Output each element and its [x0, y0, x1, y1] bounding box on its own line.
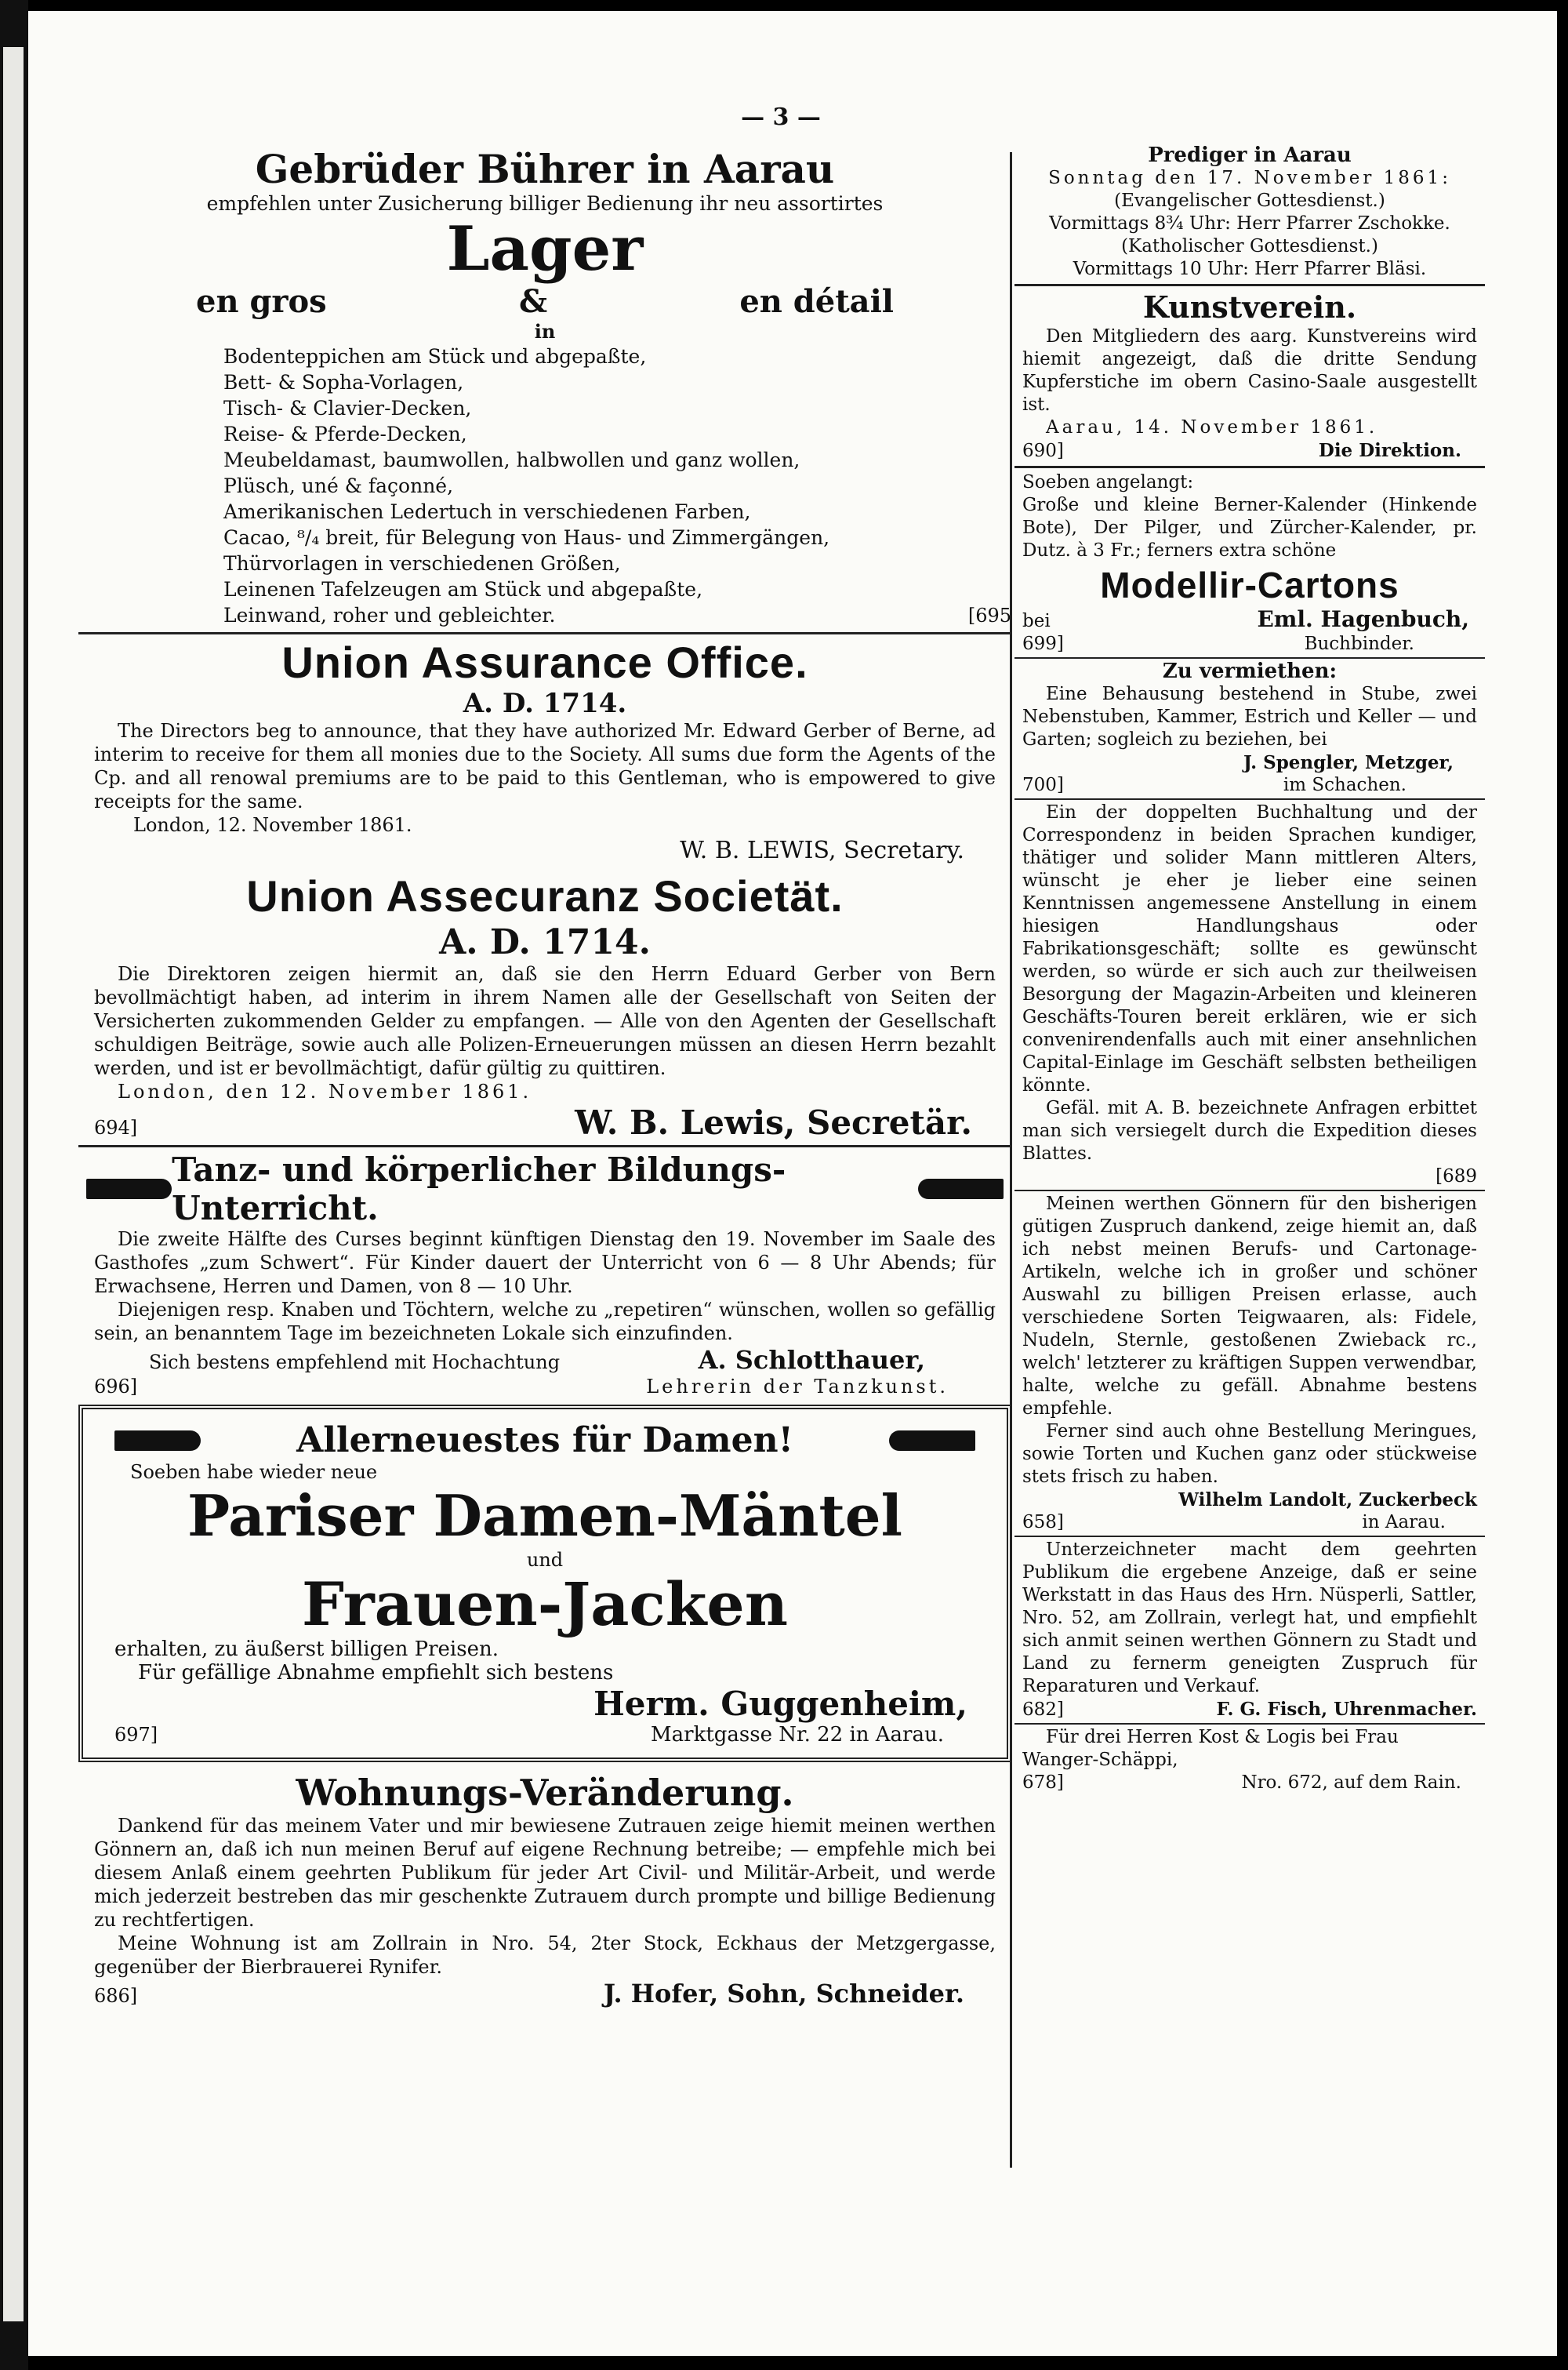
stelle-body: Ein der doppelten Buchhaltung und der Correspondenz in beiden Sprachen kundiger, thätiger und solider Mann mittleren Alters, wünscht je eher je lieber eine seinen Kenntnissen angemessene Anstellung in einem hiesigen Handlungshaus oder Fabrikationsgeschäft; sollte es gewünscht werden, so würde er sich auch zur theilweisen Besorgung der Magazin-Arbeiten und kleineren Geschäfts-Touren bereit erklären, wie er sich convenirendenfalls auch mit einer ansehnlichen Capital-Einlage im Geschäft selbsten betheiligen könnte.	[1022, 802, 1477, 1096]
tanz-paragraph-3: Sich bestens empfehlend mit Hochachtung	[149, 1351, 561, 1373]
union-en-year: A. D. 1714.	[463, 688, 627, 719]
prediger-evangelical-time: Vormittags 8¾ Uhr: Herr Pfarrer Zschokke.	[1049, 213, 1450, 234]
prediger-title: Prediger in Aarau	[1148, 144, 1352, 167]
pointing-hand-left-icon	[918, 1179, 1004, 1199]
divider	[1014, 284, 1485, 286]
en-detail-label: en détail	[739, 283, 894, 320]
vermiethen-name: J. Spengler, Metzger,	[1243, 752, 1454, 773]
divider	[78, 632, 1011, 634]
tanz-paragraph-2: Diejenigen resp. Knaben und Töchtern, welche zu „repetiren“ wünschen, wollen so gefällig sein, an benanntem Tage im bezeichneten Lokale sich einzufinden.	[94, 1299, 996, 1344]
wohnung-paragraph-1: Dankend für das meinem Vater und mir bewiesene Zutrauen zeige hiemit meinen werthen Gönnern an, daß ich nun meinen Beruf auf eigene Rechnung betreibe; — empfehle mich bei diesem Anlaß einem geehrten Publikum für jeder Art Civil- und Militär-Arbeit, und werde mich jederzeit bestreben das mir geschenkte Zutrauem durch prompte und billige Bedienung zu rechtfertigen.	[94, 1815, 996, 1931]
right-column	[1014, 136, 1485, 1794]
prediger-date: Sonntag den 17. November 1861:	[1048, 168, 1451, 188]
buehrer-item-list	[78, 344, 1011, 629]
divider	[1014, 1536, 1485, 1537]
vermiethen-body: Eine Behausung bestehend in Stube, zwei Nebenstuben, Kammer, Estrich und Keller — und Garten; sogleich zu beziehen, bei	[1022, 684, 1477, 750]
union-de-dateline: London, den 12. November 1861.	[118, 1081, 532, 1103]
tanz-title: Tanz- und körperlicher Bildungs-Unterricht.	[172, 1150, 786, 1227]
union-de-signature: W. B. Lewis, Secretär.	[575, 1103, 972, 1142]
kost-ad	[1014, 1726, 1485, 1794]
ad-number: 700]	[1022, 775, 1064, 795]
landolt-name: Wilhelm Landolt, Zuckerbeck	[1178, 1489, 1477, 1510]
list-item: Bett- & Sopha-Vorlagen,	[223, 371, 464, 394]
tanz-ad	[78, 1150, 1011, 1398]
list-item: Leinwand, roher und gebleichter.	[223, 604, 556, 627]
list-item: Leinenen Tafelzeugen am Stück und abgepaßte,	[223, 578, 703, 601]
list-item: Meubeldamast, baumwollen, halbwollen und ganz wollen,	[223, 449, 800, 471]
kunstverein-ad	[1014, 289, 1485, 463]
prediger-catholic: (Katholischer Gottesdienst.)	[1121, 236, 1378, 256]
divider	[1014, 798, 1485, 800]
divider	[1014, 466, 1485, 468]
list-item: Tisch- & Clavier-Decken,	[223, 397, 472, 420]
previous-page-strip	[3, 47, 24, 2321]
union-de-year: A. D. 1714.	[439, 922, 651, 962]
damen-ad	[78, 1405, 1011, 1762]
landolt-ad	[1014, 1193, 1485, 1534]
previous-page-edge	[0, 0, 28, 2370]
lager-heading: Lager	[446, 213, 644, 285]
kost-address: Nro. 672, auf dem Rain.	[1241, 1772, 1461, 1793]
kalender-body: Große und kleine Berner-Kalender (Hinkende Bote), Der Pilger, und Zürcher-Kalender, pr. Dutz. à 3 Fr.; ferners extra schöne	[1022, 495, 1477, 561]
list-item: Thürvorlagen in verschiedenen Größen,	[223, 552, 621, 575]
vermiethen-title: Zu vermiethen:	[1162, 660, 1338, 683]
damen-title-2: Frauen-Jacken	[301, 1569, 789, 1639]
union-en-body: The Directors beg to announce, that they have authorized Mr. Edward Gerber of Berne, ad interim to receive for them all monies due to the Society. All sums due form the Agents of the Cp. and all renowal premiums are to be paid to this Gentleman, who is empowered to give receipts for the same.	[94, 720, 996, 812]
list-item: Amerikanischen Ledertuch in verschiedenen Farben,	[223, 500, 751, 523]
damen-und: und	[526, 1549, 564, 1571]
page-number: — 3 —	[741, 104, 821, 131]
union-english-ad	[78, 638, 1011, 864]
kalender-name: Eml. Hagenbuch,	[1257, 606, 1469, 632]
stelle-ad	[1014, 802, 1485, 1188]
landolt-paragraph-2: Ferner sind auch ohne Bestellung Meringues, sowie Torten und Kuchen ganz oder stückweise stets frisch zu haben.	[1022, 1421, 1477, 1487]
wohnung-title: Wohnungs-Veränderung.	[296, 1772, 794, 1814]
divider	[1014, 1723, 1485, 1725]
left-column	[78, 136, 1011, 2008]
damen-headline: Allerneuestes für Damen!	[296, 1420, 793, 1460]
damen-name: Herm. Guggenheim,	[593, 1685, 967, 1723]
landolt-body: Meinen werthen Gönnern für den bisherigen gütigen Zuspruch dankend, zeige hiemit an, daß ich nebst meinen Berufs- und Cartonage-Artikeln, welche ich in großer und schöner Auswahl zu billigen Preisen erlasse, auch verschiedene Sorten Teigwaaren, als: Fidele, Nudeln, Sternle, gestoßenen Zwieback rc., welch' letzterer zu kräftigen Suppen verwendbar, halte, welche zu gefäll. Abnahme bestens empfehle.	[1022, 1194, 1477, 1419]
pointing-hand-left-icon	[889, 1430, 975, 1451]
ad-number: 686]	[94, 1985, 138, 2007]
ampersand: &	[518, 283, 548, 320]
damen-intro: Soeben habe wieder neue	[130, 1461, 378, 1483]
landolt-place: in Aarau.	[1362, 1512, 1446, 1532]
damen-line-1: erhalten, zu äußerst billigen Preisen.	[114, 1638, 499, 1661]
divider	[78, 1145, 1011, 1147]
buehrer-title: Gebrüder Bührer in Aarau	[255, 146, 835, 192]
ad-number: 697]	[114, 1724, 158, 1746]
tanz-paragraph-1: Die zweite Hälfte des Curses beginnt künftigen Dienstag den 19. November im Saale des Gasthofes „zum Schwert“. Für Kinder dauert der Unterricht von 6 — 8 Uhr Abends; für Erwachsene, Herren und Damen, von 8 — 10 Uhr.	[94, 1228, 996, 1297]
divider	[1014, 1190, 1485, 1191]
fisch-body: Unterzeichneter macht dem geehrten Publikum die ergebene Anzeige, daß er seine Werkstatt in das Haus des Hrn. Nüsperli, Sattler, Nro. 52, am Zollrain, verlegt hat, und empfiehlt sich anmit seinen werthen Gönnern zu Stadt und Land zu fernerm geneigten Zuspruch für Reparaturen und Verkauf.	[1022, 1539, 1477, 1696]
buehrer-ad	[78, 146, 1011, 629]
ad-number: 690]	[1022, 441, 1064, 461]
kunst-date: Aarau, 14. November 1861.	[1046, 417, 1378, 438]
kunst-body: Den Mitgliedern des aarg. Kunstvereins wird hiemit angezeigt, daß die dritte Sendung Kupferstiche im obern Casino-Saale ausgestellt ist.	[1022, 326, 1477, 415]
damen-title-1: Pariser Damen-Mäntel	[187, 1482, 902, 1549]
damen-address: Marktgasse Nr. 22 in Aarau.	[651, 1723, 944, 1747]
pointing-hand-right-icon	[86, 1179, 172, 1199]
fisch-signature: F. G. Fisch, Uhrenmacher.	[1216, 1699, 1477, 1720]
ad-number: 699]	[1022, 634, 1064, 654]
list-item: Cacao, ⁸/₄ breit, für Belegung von Haus- und Zimmergängen,	[223, 526, 830, 549]
damen-line-2: Für gefällige Abnahme empfiehlt sich bestens	[138, 1661, 614, 1685]
wohnung-paragraph-2: Meine Wohnung ist am Zollrain in Nro. 54, 2ter Stock, Eckhaus der Metzgergasse, gegenüber der Bierbrauerei Rynifer.	[94, 1932, 996, 1978]
vermiethen-ad	[1014, 660, 1485, 797]
union-german-ad	[78, 871, 1011, 1142]
ad-number: 682]	[1022, 1699, 1064, 1720]
ad-number: [695	[967, 605, 1011, 627]
ad-number: 658]	[1022, 1512, 1064, 1532]
ad-number: [689	[1436, 1166, 1477, 1187]
wohnung-signature: J. Hofer, Sohn, Schneider.	[603, 1979, 964, 2008]
kalender-ad	[1014, 471, 1485, 656]
kalender-intro: Soeben angelangt:	[1022, 472, 1194, 493]
list-item: Bodenteppichen am Stück und abgepaßte,	[223, 345, 647, 368]
buehrer-in: in	[534, 320, 556, 343]
prediger-evangelical: (Evangelischer Gottesdienst.)	[1114, 191, 1385, 211]
wohnung-ad	[78, 1772, 1011, 2008]
kost-body: Für drei Herren Kost & Logis bei Frau Wanger-Schäppi,	[1022, 1727, 1399, 1770]
fisch-ad	[1014, 1539, 1485, 1721]
kalender-product: Modellir-Cartons	[1100, 565, 1399, 605]
stelle-paragraph-2: Gefäl. mit A. B. bezeichnete Anfragen erbittet man sich versiegelt durch die Expedition dieses Blattes.	[1022, 1098, 1477, 1164]
union-en-dateline: London, 12. November 1861.	[133, 814, 412, 836]
union-de-body: Die Direktoren zeigen hiermit an, daß sie den Herrn Eduard Gerber von Bern bevollmächtigt haben, ad interim in ihrem Namen alle der Gesellschaft von Seiten der Versicherten zukommenden Gelder zu empfangen. — Alle von den Agenten der Gesellschaft schuldigen Beiträge, sowie auch alle Polizen-Erneuerungen müssen an diesen Herrn bezahlt werden, und ist er bevollmächtigt, dafür gültig zu quittiren.	[94, 963, 996, 1079]
tanz-name: A. Schlotthauer,	[698, 1345, 925, 1375]
buehrer-intro: empfehlen unter Zusicherung billiger Bedienung ihr neu assortirtes	[206, 192, 884, 215]
kunst-title: Kunstverein.	[1142, 289, 1357, 325]
vermiethen-place: im Schachen.	[1283, 775, 1406, 795]
newspaper-page	[28, 11, 1557, 2356]
kalender-role: Buchbinder.	[1304, 634, 1414, 654]
union-en-signature: W. B. LEWIS, Secretary.	[680, 837, 964, 864]
ad-number: 694]	[94, 1117, 138, 1139]
prediger-notice	[1014, 144, 1485, 281]
kalender-bei: bei	[1022, 611, 1051, 631]
ad-number: 696]	[94, 1376, 138, 1398]
en-gros-label: en gros	[196, 283, 327, 320]
tanz-role: Lehrerin der Tanzkunst.	[646, 1376, 949, 1398]
pointing-hand-right-icon	[114, 1430, 201, 1451]
ad-number: 678]	[1022, 1772, 1064, 1793]
prediger-catholic-time: Vormittags 10 Uhr: Herr Pfarrer Bläsi.	[1073, 259, 1427, 279]
union-de-title: Union Assecuranz Societät.	[246, 871, 844, 921]
list-item: Reise- & Pferde-Decken,	[223, 423, 467, 445]
list-item: Plüsch, uné & façonné,	[223, 474, 454, 497]
union-en-title: Union Assurance Office.	[281, 638, 808, 687]
kunst-signature: Die Direktion.	[1318, 440, 1461, 461]
divider	[1014, 657, 1485, 659]
